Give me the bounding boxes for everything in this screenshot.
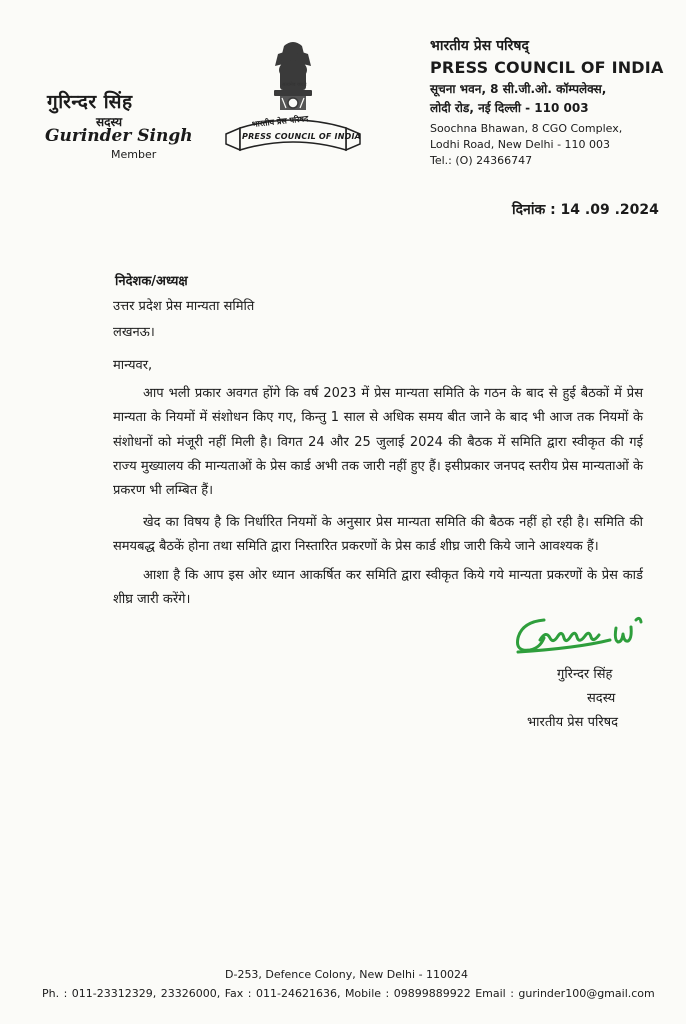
- address-hindi-line2: लोदी रोड, नई दिल्ली - 110 003: [430, 101, 589, 115]
- handwritten-signature: [510, 606, 660, 662]
- address-english-line2: Lodhi Road, New Delhi - 110 003: [430, 138, 611, 151]
- emblem-banner-hindi: भारतीय प्रेस परिषद: [251, 114, 309, 129]
- letter-date: दिनांक : 14 .09 .2024: [512, 202, 659, 218]
- salutation: मान्यवर,: [113, 358, 153, 373]
- address-hindi-line1: सूचना भवन, 8 सी.जी.ओ. कॉम्पलेक्स,: [430, 82, 607, 96]
- address-english-line1: Soochna Bhawan, 8 CGO Complex,: [430, 122, 623, 135]
- ashoka-emblem-icon: [218, 38, 368, 160]
- emblem-banner-english: PRESS COUNCIL OF INDIA: [242, 132, 362, 141]
- member-title-hindi: सदस्य: [96, 115, 123, 129]
- member-name-english: Gurinder Singh: [45, 126, 193, 146]
- paragraph-text: आप भली प्रकार अवगत होंगे कि वर्ष 2023 में प्रेस मान्यता समिति के गठन के बाद से हुई बैठकों में प्रेस मान्यता के नियमों में संशोधन किए गए, किन्तु 1 साल से अधिक समय बीत जाने के बाद भी आज तक नियमों के संशोधनों को मंजूरी नहीं मिली है। विगत 24 और 25 जुलाई 2024 की बैठक में समिति द्वारा स्वीकृत की गई राज्य मुख्यालय की मान्यताओं के प्रेस कार्ड अभी तक जारी नहीं हुए हैं। इसीप्रकार जनपद स्तरीय प्रेस मान्यताओं के प्रकरण भी लम्बित हैं।: [113, 386, 643, 499]
- org-name-hindi: भारतीय प्रेस परिषद्: [430, 38, 529, 54]
- org-name-english: PRESS COUNCIL OF INDIA: [430, 58, 664, 77]
- signatory-organization: भारतीय प्रेस परिषद: [527, 715, 619, 730]
- footer-address: D-253, Defence Colony, New Delhi - 110024: [225, 968, 469, 981]
- member-name-hindi: गुरिन्दर सिंह: [47, 91, 133, 113]
- member-title-english: Member: [111, 148, 157, 161]
- paragraph-text: खेद का विषय है कि निर्धारित नियमों के अनुसार प्रेस मान्यता समिति की बैठक नहीं हो रही है। समिति की समयबद्ध बैठकें होना तथा समिति द्वारा निस्तारित प्रकरणों के प्रेस कार्ड शीघ्र जारी किये जाने आवश्यक हैं।: [113, 515, 643, 555]
- recipient-line3: लखनऊ।: [113, 325, 155, 340]
- phone-number: Tel.: (O) 24366747: [430, 154, 533, 167]
- recipient-line1: निदेशक/अध्यक्ष: [115, 274, 188, 289]
- paragraph-text: आशा है कि आप इस ओर ध्यान आकर्षित कर समिति द्वारा स्वीकृत किये गये मान्यता प्रकरणों के प्रेस कार्ड शीघ्र जारी करेंगे।: [113, 568, 643, 608]
- signatory-title: सदस्य: [587, 691, 616, 706]
- signatory-name: गुरिन्दर सिंह: [557, 667, 613, 682]
- body-paragraph-2: [113, 511, 643, 560]
- emblem-motto: सत्यमेव जयते: [282, 82, 307, 88]
- recipient-line2: उत्तर प्रदेश प्रेस मान्यता समिति: [113, 299, 255, 314]
- footer-contacts: Ph. : 011-23312329, 23326000, Fax : 011-24621636, Mobile : 09899889922 Email : gurinder100@gmail.com: [42, 987, 655, 1000]
- body-paragraph-1: [113, 382, 643, 503]
